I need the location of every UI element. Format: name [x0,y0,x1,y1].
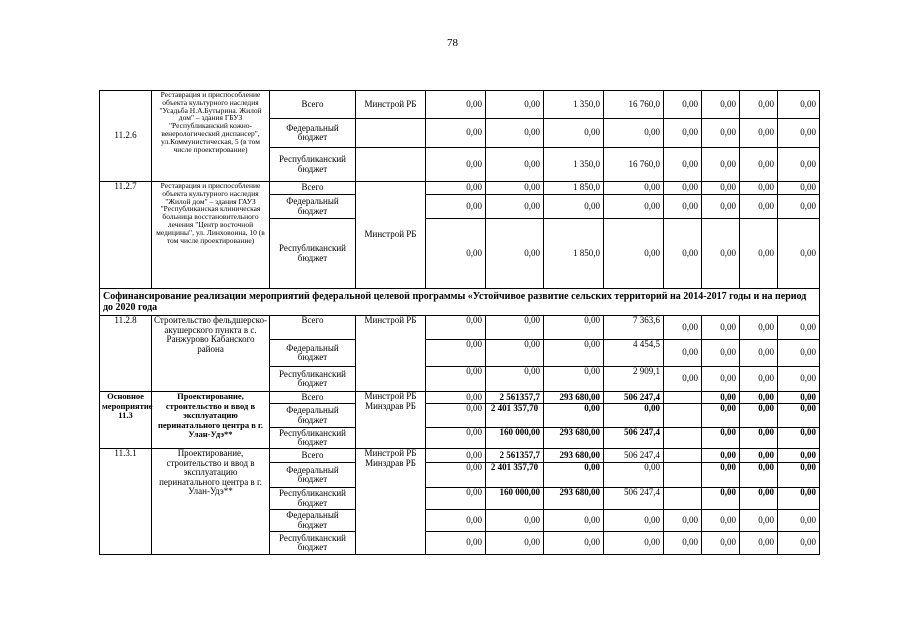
value-cell: 0,00 [740,316,778,340]
value-cell: 0,00 [664,91,702,119]
value-cell: 0,00 [740,463,778,488]
source-cell: Всего [270,392,356,404]
value-cell: 0,00 [664,119,702,148]
source-cell: Всего [270,316,356,340]
page-number: 78 [447,37,458,49]
value-cell: 0,00 [604,532,664,555]
value-cell: 0,00 [702,510,740,532]
value-cell: 2 401 357,70 [486,463,544,488]
value-cell: 506 247,4 [604,392,664,404]
value-cell: 0,00 [544,195,604,219]
value-cell: 0,00 [426,488,486,510]
value-cell: 0,00 [740,404,778,428]
source-cell: Федеральный бюджет [270,195,356,219]
value-cell: 0,00 [604,463,664,488]
value-cell: 0,00 [778,463,820,488]
value-cell: 0,00 [544,367,604,392]
value-cell: 0,00 [426,463,486,488]
table-row [100,392,820,404]
value-cell: 0,00 [702,463,740,488]
source-cell: Всего [270,449,356,463]
value-cell: 0,00 [702,119,740,148]
value-cell: 0,00 [426,404,486,428]
value-cell: 0,00 [740,91,778,119]
value-cell: 0,00 [486,119,544,148]
value-cell: 0,00 [778,510,820,532]
value-cell: 0,00 [740,340,778,367]
value-cell: 0,00 [778,488,820,510]
source-cell: Республиканский бюджет [270,148,356,182]
value-cell: 2 401 357,70 [486,404,544,428]
value-cell: 0,00 [740,148,778,182]
value-cell: 506 247,4 [604,488,664,510]
value-cell: 0,00 [702,392,740,404]
value-cell: 0,00 [604,510,664,532]
table-row [100,316,820,340]
value-cell: 0,00 [702,195,740,219]
value-cell: 506 247,4 [604,428,664,449]
value-cell [664,392,702,404]
value-cell: 0,00 [664,367,702,392]
source-cell: Федеральный бюджет [270,510,356,532]
row-name: Строительство фельдшерско-акушерского пункта в с. Ранжурово Кабанского района [152,316,270,392]
source-cell: Республиканский бюджет [270,532,356,555]
value-cell: 0,00 [740,119,778,148]
value-cell: 0,00 [740,428,778,449]
value-cell [664,449,702,463]
source-cell: Федеральный бюджет [270,463,356,488]
source-cell: Федеральный бюджет [270,404,356,428]
value-cell: 0,00 [702,91,740,119]
source-cell: Всего [270,182,356,195]
value-cell: 0,00 [702,428,740,449]
value-cell: 0,00 [544,510,604,532]
value-cell: 0,00 [544,404,604,428]
row-code: 11.2.7 [100,182,152,289]
section-title: Софинансирование реализации мероприятий федеральной целевой программы «Устойчивое развитие сельских территорий на 2014-2017 годы и на период до 2020 года [100,289,820,316]
value-cell: 0,00 [426,510,486,532]
value-cell: 7 363,6 [604,316,664,340]
value-cell: 160 000,00 [486,428,544,449]
value-cell: 0,00 [740,510,778,532]
value-cell: 0,00 [664,148,702,182]
value-cell: 293 680,00 [544,392,604,404]
source-cell: Республиканский бюджет [270,367,356,392]
source-cell: Республиканский бюджет [270,488,356,510]
value-cell: 0,00 [486,182,544,195]
value-cell: 0,00 [740,367,778,392]
value-cell: 0,00 [486,532,544,555]
value-cell [664,428,702,449]
value-cell: 0,00 [486,219,544,289]
value-cell: 0,00 [604,119,664,148]
value-cell: 16 760,0 [604,148,664,182]
value-cell: 1 850,0 [544,182,604,195]
value-cell: 0,00 [664,510,702,532]
executor-cell: Минстрой РБ Минздрав РБ [356,392,426,449]
value-cell: 0,00 [740,392,778,404]
row-name: Проектирование, строительство и ввод в эксплуатацию перинатального центра в г. Улан-Удэ** [152,449,270,555]
value-cell: 0,00 [426,195,486,219]
table-row [100,182,820,195]
value-cell: 1 350,0 [544,91,604,119]
value-cell: 0,00 [702,219,740,289]
value-cell: 0,00 [544,316,604,340]
source-cell: Федеральный бюджет [270,340,356,367]
value-cell: 0,00 [486,148,544,182]
value-cell: 0,00 [426,340,486,367]
value-cell: 0,00 [740,219,778,289]
value-cell: 2 909,1 [604,367,664,392]
row-name: Реставрация и приспособление объекта культурного наследия "Усадьба Н.А.Бутырина. Жилой дом" – здания ГБУЗ "Республиканский кожно-венерологический диспансер", ул.Коммунистическая, 5 (в том числе проектирование) [152,91,270,182]
value-cell: 0,00 [604,182,664,195]
value-cell: 0,00 [778,195,820,219]
value-cell: 0,00 [778,219,820,289]
value-cell: 0,00 [702,404,740,428]
executor-cell: Минстрой РБ Минздрав РБ [356,449,426,555]
value-cell: 0,00 [426,316,486,340]
value-cell: 0,00 [778,340,820,367]
value-cell: 0,00 [486,91,544,119]
row-name: Реставрация и приспособление объекта культурного наследия "Жилой дом" – здания ГАУЗ "Республиканская клиническая больница восстановительного лечения "Центр восточной медицины", ул. Линховоина, 10 (в том числе проектирование) [152,182,270,289]
value-cell: 0,00 [778,428,820,449]
value-cell: 0,00 [702,449,740,463]
value-cell: 0,00 [664,182,702,195]
value-cell: 506 247,4 [604,449,664,463]
value-cell: 0,00 [426,119,486,148]
value-cell: 0,00 [702,532,740,555]
value-cell: 0,00 [702,182,740,195]
value-cell: 0,00 [778,404,820,428]
value-cell: 0,00 [702,340,740,367]
value-cell: 0,00 [604,404,664,428]
value-cell: 0,00 [426,449,486,463]
value-cell: 293 680,00 [544,488,604,510]
value-cell: 0,00 [740,449,778,463]
value-cell: 1 850,0 [544,219,604,289]
value-cell: 0,00 [604,195,664,219]
value-cell: 0,00 [544,340,604,367]
row-code: 11.2.6 [100,91,152,182]
value-cell: 0,00 [544,119,604,148]
row-code: 11.3.1 [100,449,152,555]
value-cell: 0,00 [426,392,486,404]
row-code: 11.2.8 [100,316,152,392]
value-cell: 0,00 [778,148,820,182]
value-cell [664,463,702,488]
executor-cell: Минстрой РБ [356,91,426,119]
value-cell: 0,00 [544,532,604,555]
value-cell: 0,00 [426,428,486,449]
value-cell: 0,00 [778,532,820,555]
value-cell: 0,00 [664,316,702,340]
value-cell: 0,00 [486,316,544,340]
value-cell: 0,00 [486,367,544,392]
value-cell: 0,00 [486,510,544,532]
value-cell: 0,00 [702,367,740,392]
value-cell: 0,00 [778,91,820,119]
value-cell [664,404,702,428]
value-cell: 0,00 [740,532,778,555]
value-cell: 0,00 [486,340,544,367]
section-row [100,289,820,316]
value-cell: 160 000,00 [486,488,544,510]
value-cell: 0,00 [778,367,820,392]
value-cell: 0,00 [740,488,778,510]
table-row [100,91,820,119]
value-cell: 2 561357,7 [486,392,544,404]
executor-cell: Минстрой РБ [356,182,426,289]
value-cell: 16 760,0 [604,91,664,119]
value-cell: 0,00 [702,488,740,510]
value-cell: 1 350,0 [544,148,604,182]
value-cell: 0,00 [664,219,702,289]
row-name: Проектирование, строительство и ввод в эксплуатацию перинатального центра в г. Улан-Удэ** [152,392,270,449]
value-cell: 0,00 [778,119,820,148]
value-cell: 0,00 [426,367,486,392]
value-cell: 0,00 [702,316,740,340]
executor-cell: Минстрой РБ [356,316,426,392]
value-cell: 0,00 [544,463,604,488]
value-cell: 2 561357,7 [486,449,544,463]
value-cell: 293 680,00 [544,449,604,463]
source-cell: Всего [270,91,356,119]
value-cell: 0,00 [702,148,740,182]
value-cell: 0,00 [664,195,702,219]
table-row [100,449,820,463]
value-cell: 0,00 [426,219,486,289]
value-cell: 0,00 [426,532,486,555]
value-cell: 4 454,5 [604,340,664,367]
value-cell: 0,00 [604,219,664,289]
value-cell: 0,00 [778,182,820,195]
value-cell: 0,00 [664,340,702,367]
value-cell: 0,00 [664,532,702,555]
value-cell: 0,00 [740,195,778,219]
value-cell: 0,00 [778,316,820,340]
source-cell: Республиканский бюджет [270,428,356,449]
budget-table [99,90,820,555]
value-cell [664,488,702,510]
row-code: Основное мероприятие 11.3 [100,392,152,449]
value-cell: 0,00 [778,449,820,463]
value-cell: 0,00 [740,182,778,195]
source-cell: Республиканский бюджет [270,219,356,289]
value-cell: 0,00 [778,392,820,404]
value-cell: 293 680,00 [544,428,604,449]
value-cell: 0,00 [486,195,544,219]
value-cell: 0,00 [426,91,486,119]
value-cell: 0,00 [426,148,486,182]
value-cell: 0,00 [426,182,486,195]
source-cell: Федеральный бюджет [270,119,356,148]
